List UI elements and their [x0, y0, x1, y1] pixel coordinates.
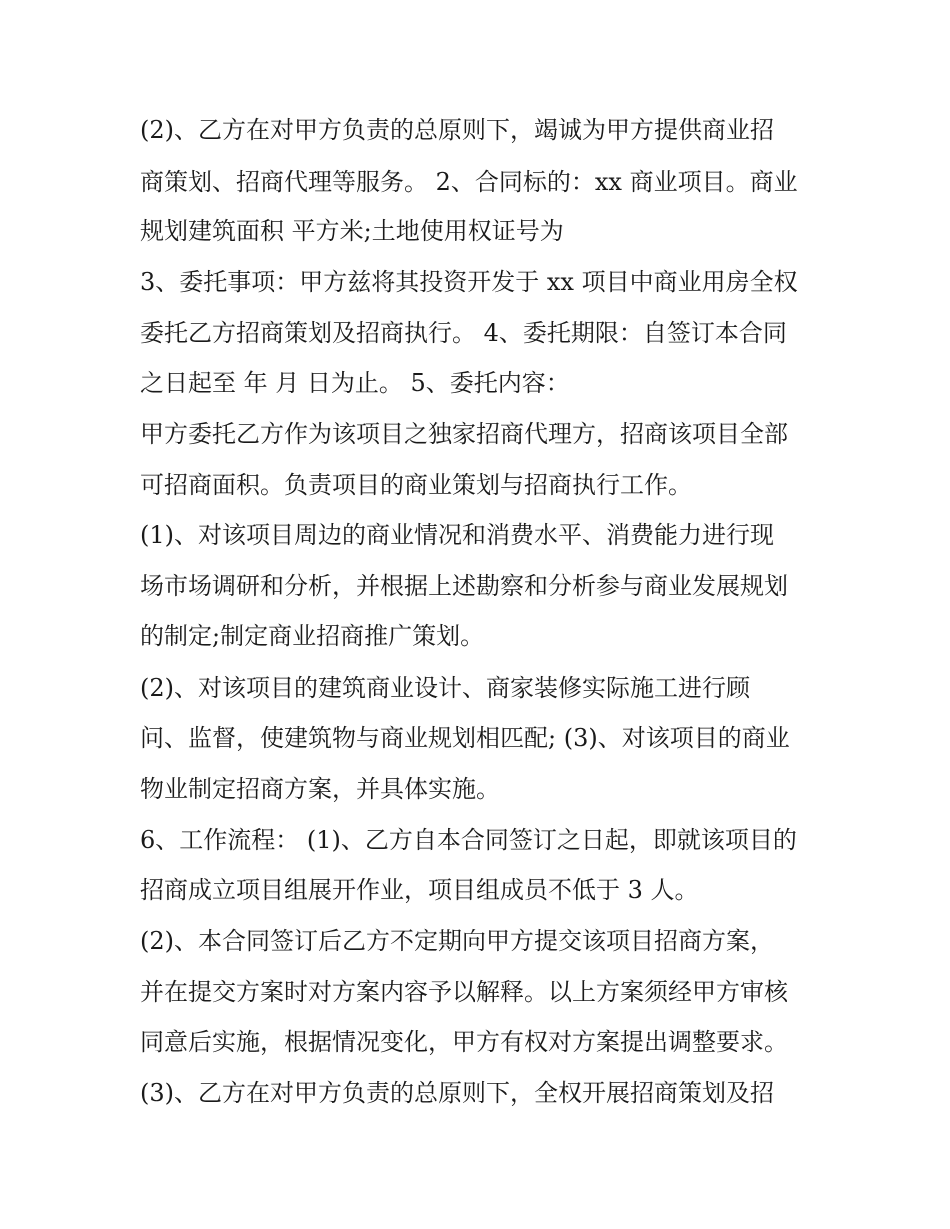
text-line: 规划建筑面积 平方米;土地使用权证号为	[140, 217, 564, 245]
text-line: 招商成立项目组展开作业，项目组成员不低于 3 人。	[140, 876, 699, 904]
text-line: 问、监督，使建筑物与商业规划相匹配; (3)、对该项目的商业	[140, 724, 790, 752]
text-line: 并在提交方案时对方案内容予以解释。以上方案须经甲方审核	[140, 978, 788, 1006]
text-line: (2)、本合同签订后乙方不定期向甲方提交该项目招商方案，	[140, 927, 774, 955]
text-line: (2)、乙方在对甲方负责的总原则下，竭诚为甲方提供商业招	[140, 116, 774, 144]
text-line: 可招商面积。负责项目的商业策划与招商执行工作。	[140, 471, 692, 499]
text-line: 同意后实施，根据情况变化，甲方有权对方案提出调整要求。	[140, 1028, 788, 1056]
text-line: 之日起至 年 月 日为止。 5、委托内容：	[140, 369, 570, 397]
text-line: (2)、对该项目的建筑商业设计、商家装修实际施工进行顾	[140, 674, 750, 702]
text-line: 6、工作流程： (1)、乙方自本合同签订之日起，即就该项目的	[140, 826, 797, 854]
text-line: 物业制定招商方案，并具体实施。	[140, 775, 500, 803]
text-line: 的制定;制定商业招商推广策划。	[140, 622, 485, 650]
text-line: (3)、乙方在对甲方负责的总原则下，全权开展招商策划及招	[140, 1079, 774, 1107]
text-line: 委托乙方招商策划及招商执行。 4、委托期限：自签订本合同	[140, 319, 787, 347]
text-line: 3、委托事项：甲方兹将其投资开发于 xx 项目中商业用房全权	[140, 268, 798, 296]
text-line: 商策划、招商代理等服务。 2、合同标的：xx 商业项目。商业	[140, 168, 798, 196]
text-line: 甲方委托乙方作为该项目之独家招商代理方，招商该项目全部	[140, 420, 788, 448]
text-line: 场市场调研和分析，并根据上述勘察和分析参与商业发展规划	[140, 572, 788, 600]
text-line: (1)、对该项目周边的商业情况和消费水平、消费能力进行现	[140, 521, 774, 549]
